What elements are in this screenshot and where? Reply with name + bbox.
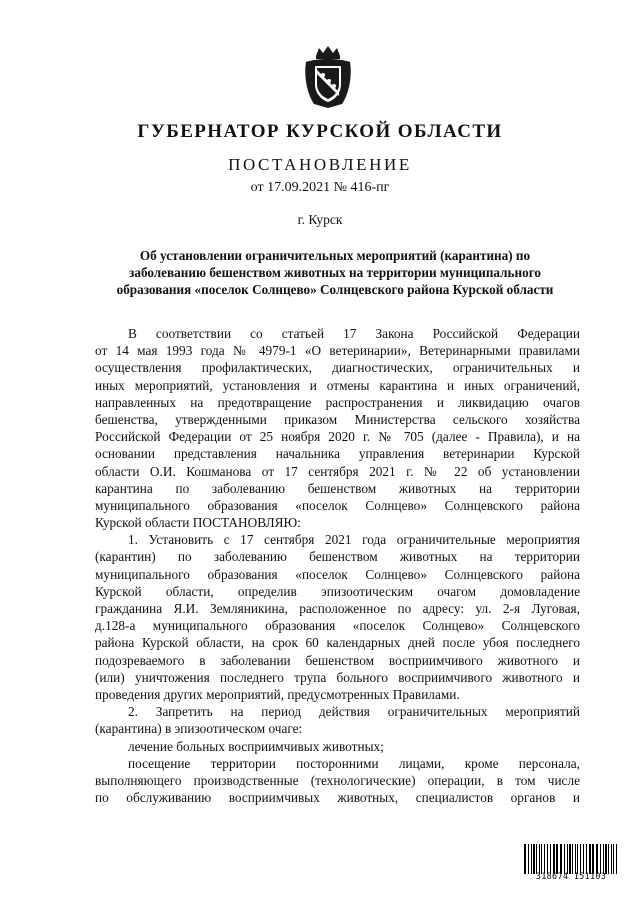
- body-line: выполняющего производственные (технологические) операции, в том числе: [95, 772, 580, 788]
- body-line: осуществления профилактических, диагностических, ограничительных и: [95, 360, 580, 376]
- body-line: (или) уничтожения последнего трупа больного восприимчивого животного и: [95, 669, 580, 685]
- body-line: д.128-а муниципального образования «поселок Солнцево» Солнцевского: [95, 618, 580, 634]
- subject-line: образования «поселок Солнцево» Солнцевского района Курской области: [116, 282, 554, 297]
- body-line: иных мероприятий, установления и отмены карантина и иных ограничений,: [95, 377, 580, 393]
- body-line: по обслуживанию восприимчивых животных, специалистов органов и: [95, 790, 580, 806]
- body-line: карантина по заболеванию бешенством животных на территории: [95, 480, 580, 496]
- body-line: основании представления начальника управления ветеринарии Курской: [95, 446, 580, 462]
- body-line: Российской Федерации от 25 ноября 2020 г. № 705 (далее - Правила), и на: [95, 429, 580, 445]
- body-line: муниципального образования «поселок Солнцево» Солнцевского района: [95, 566, 580, 582]
- body-line: Курской области, определив эпизоотическим очагом домовладение: [95, 583, 580, 599]
- body-line: района Курской области, на срок 60 календарных дней после убоя последнего: [95, 635, 580, 651]
- subject-line: заболеванию бешенством животных на территории муниципального: [129, 265, 541, 280]
- body-line: подозреваемого в заболевании бешенством восприимчивого животного и: [95, 652, 580, 668]
- body-line: направленных на предотвращение распространения и ликвидацию очагов: [95, 394, 580, 410]
- body-line: Курской области ПОСТАНОВЛЯЮ:: [95, 515, 301, 531]
- document-subject: [90, 247, 580, 298]
- body-line: (карантина) в эпизоотическом очаге:: [95, 721, 303, 737]
- body-line: проведения других мероприятий, предусмотренных Правилами.: [95, 686, 460, 702]
- body-line: 1. Установить с 17 сентября 2021 года ограничительные мероприятия: [128, 532, 580, 548]
- body-line: В соответствии со статьей 17 Закона Российской Федерации: [128, 326, 580, 341]
- body-line: муниципального образования «поселок Солнцево» Солнцевского района: [95, 497, 580, 513]
- document-type: ПОСТАНОВЛЕНИЕ: [228, 155, 412, 174]
- body-line: гражданина Я.И. Земляникина, расположенное по адресу: ул. 2-я Луговая,: [95, 601, 580, 616]
- subject-line: Об установлении ограничительных мероприятий (карантина) по: [139, 248, 531, 263]
- body-line: бешенства, утвержденными приказом Министерства сельского хозяйства: [95, 411, 580, 427]
- document-city: г. Курск: [297, 212, 343, 227]
- body-line: области О.И. Кошманова от 17 сентября 2021 г. № 22 об установлении: [95, 463, 580, 479]
- authority-title: ГУБЕРНАТОР КУРСКОЙ ОБЛАСТИ: [137, 121, 503, 142]
- body-line: посещение территории посторонними лицами, кроме персонала,: [128, 755, 580, 771]
- body-line: лечение больных восприимчивых животных;: [128, 738, 384, 754]
- document-body: [95, 325, 580, 806]
- body-line: от 14 мая 1993 года № 4979-1 «О ветеринарии», Ветеринарными правилами: [95, 343, 580, 359]
- document-date-number: от 17.09.2021 № 416-пг: [250, 180, 390, 195]
- barcode-number: 318674 151103: [535, 872, 607, 882]
- coat-of-arms-icon: [300, 44, 356, 110]
- body-line: 2. Запретить на период действия ограничительных мероприятий: [128, 704, 580, 720]
- barcode: [523, 844, 619, 874]
- body-line: (карантин) по заболеванию бешенством животных на территории: [95, 549, 580, 565]
